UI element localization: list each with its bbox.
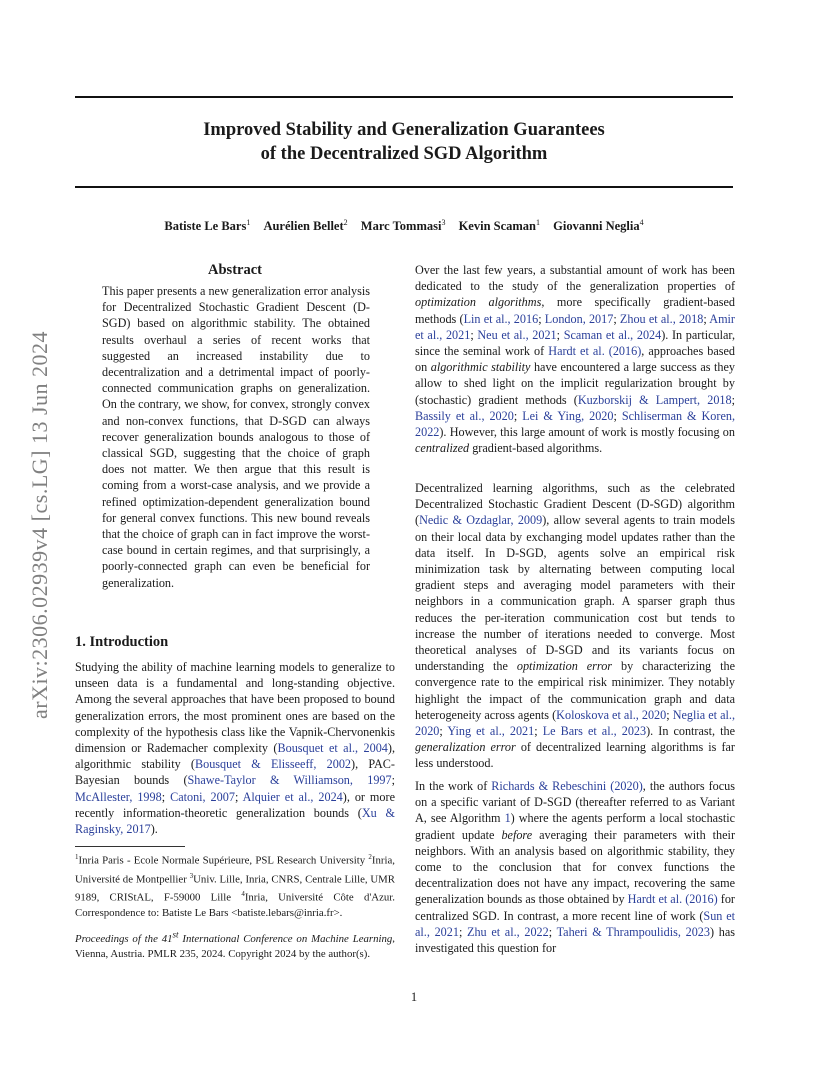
paragraph-text: gradient-based algorithms. <box>469 441 603 456</box>
paragraph-text: ; <box>666 707 673 722</box>
paragraph-text: ), allow several agents to train models on their local data by exchanging model updates rather than the data itself. In D-SGD, agents solve an empirical risk minimization task by alternating between computing local gradient steps and averaging model parameters with their neighbors in a communication graph. A sparser graph thus reduces the per-iteration communication cost but tends to increase the number of iterations needed to converge. Most theoretical analyses of D-SGD and its variants focus on understanding the <box>415 513 735 674</box>
citation-link[interactable]: Hardt et al. (2016) <box>548 344 642 359</box>
citation-link[interactable]: London, 2017 <box>544 311 614 326</box>
citation-link[interactable]: Xu & Raginsky, 2017 <box>75 805 396 837</box>
paragraph-text: ; <box>470 327 478 342</box>
paragraph-text: , more specifically gradient-based methods ( <box>415 295 736 326</box>
emphasis-text: generalization error <box>415 740 516 755</box>
paragraph-text: ; <box>234 789 243 804</box>
citation-link[interactable]: Koloskova et al., 2020 <box>556 707 667 722</box>
citation-link[interactable]: McAllester, 1998 <box>75 789 162 804</box>
footnote-rule <box>75 846 185 847</box>
citation-link[interactable]: Amir et al., 2021 <box>415 311 735 342</box>
citation-link[interactable]: Lei & Ying, 2020 <box>522 408 614 423</box>
citation-link[interactable]: Ying et al., 2021 <box>447 724 535 739</box>
emphasis-text: optimization error <box>516 659 613 674</box>
paragraph-text: Decentralized learning algorithms, such as the celebrated Decentralized Stochastic Gradient Descent (D-SGD) algorithm ( <box>415 481 735 528</box>
arxiv-identifier-stamp: arXiv:2306.02939v4 [cs.LG] 13 Jun 2024 <box>27 330 53 720</box>
paragraph-text: ; <box>534 724 543 739</box>
author: Giovanni Neglia$^4$ <box>553 218 644 234</box>
paragraph-text: ; <box>613 311 620 326</box>
author: Aurélien Bellet$^2$ <box>263 218 348 234</box>
proceedings-note: Proceedings of the 41st International Conference on Machine Learning, Vienna, Austria. PMLR 235, 2024. Copyright 2024 by the author(s). <box>75 929 395 960</box>
paragraph-text: ), PAC-Bayesian bounds ( <box>75 757 395 788</box>
paragraph-text: ; <box>439 724 448 739</box>
paragraph-text: ; <box>161 789 171 804</box>
paragraph-text: for centralized SGD. In contrast, a more recent line of work ( <box>415 892 735 923</box>
paragraph-text: by characterizing the convergence rate to the empirical risk minimizer. They notably highlight the impact of the communication graph and data heterogeneity across agents ( <box>415 659 735 722</box>
citation-link[interactable]: Richards & Rebeschini (2020) <box>491 779 643 793</box>
citation-link[interactable]: Schliserman & Koren, 2022 <box>415 408 735 440</box>
paragraph-text: Over the last few years, a substantial amount of work has been dedicated to the study of the generalization properties of <box>415 263 735 294</box>
citation-link[interactable]: Neu et al., 2021 <box>477 327 557 342</box>
page-number: 1 <box>410 990 418 1004</box>
paragraph-text: ; <box>548 924 557 939</box>
body-paragraph <box>415 778 735 956</box>
citation-link[interactable]: Catoni, 2007 <box>170 789 235 804</box>
title-line-2: of the Decentralized SGD Algorithm <box>260 144 548 164</box>
paragraph-text: averaging their parameters with their neighbors. With an analysis based on algorithmic stability, they come to the conclusion that for convex functions the decentralization does not have any impact, recovering the same generalization bounds as those obtained by <box>415 827 735 907</box>
citation-link[interactable]: Bassily et al., 2020 <box>415 408 514 423</box>
paragraph-text: ), or more recently information-theoretic generalization bounds ( <box>75 789 395 820</box>
abstract-text: This paper presents a new generalization error analysis for Decentralized Stochastic Gradient Descent (D-SGD) based on algorithmic stability. The obtained results overhaul a series of recent works that suggested an increased instability due to decentralization and a detrimental impact of poorly-connected communication graphs on generalization. On the contrary, we show, for convex, strongly convex and non-convex functions, that D-SGD can always recover generalization bounds analogous to those of classical SGD, suggesting that the choice of graph does not matter. We then argue that this result is coming from a worst-case analysis, and we provide a refined optimization-dependent generalization bound for general convex functions. This new bound reveals that the choice of graph can in fact improve the worst-case bound in certain regimes, and that surprisingly, a poorly-connected graph can even be beneficial for generalization. <box>102 284 370 590</box>
author-list <box>75 214 733 235</box>
paragraph-text: ; <box>538 311 545 326</box>
citation-link[interactable]: Lin et al., 2016 <box>463 311 539 326</box>
citation-link[interactable]: Alquier et al., 2024 <box>242 789 343 804</box>
abstract-heading: Abstract <box>208 262 262 278</box>
citation-link[interactable]: Shawe-Taylor & Williamson, 1997 <box>187 773 392 788</box>
emphasis-text: centralized <box>415 441 470 456</box>
citation-link[interactable]: 1 <box>504 811 511 826</box>
paragraph-text: ; <box>613 408 622 423</box>
paragraph-text: ) where the agents perform a local stochastic gradient update <box>415 811 735 842</box>
body-paragraph <box>415 262 735 456</box>
intro-paragraph <box>75 659 395 837</box>
emphasis-text: optimization algorithms <box>415 295 542 310</box>
citation-link[interactable]: Sun et al., 2021 <box>415 908 735 939</box>
paragraph-text: Studying the ability of machine learning models to generalize to unseen data is a fundamental and long-standing objective. Among the several approaches that have been proposed to bound generalization errors, the most prominent ones are based on the complexity of the hypothesis class like the Vapnik-Chervonenkis dimension or Rademacher complexity ( <box>75 660 395 756</box>
author: Kevin Scaman$^1$ <box>458 218 541 234</box>
paragraph-text: ; <box>513 408 523 423</box>
paper-title <box>75 118 733 166</box>
citation-link[interactable]: Taheri & Thrampoulidis, 2023 <box>556 924 710 939</box>
paragraph-text: ). <box>150 822 158 837</box>
paragraph-text: ; <box>391 773 395 788</box>
citation-link[interactable]: Scaman et al., 2024 <box>563 327 662 342</box>
citation-link[interactable]: Kuzborskij & Lampert, 2018 <box>577 392 732 407</box>
title-rule-bottom <box>75 186 733 188</box>
emphasis-text: algorithmic stability <box>430 360 531 375</box>
paragraph-text: of decentralized learning algorithms is far less understood. <box>415 740 735 771</box>
citation-link[interactable]: Zhou et al., 2018 <box>619 311 704 326</box>
paragraph-text: ). In particular, since the seminal work of <box>415 327 736 359</box>
paragraph-text: , the authors focus on a specific variant of D-SGD (thereafter referred to as Variant A, see Algorithm <box>415 779 736 826</box>
paragraph-text: ), algorithmic stability ( <box>75 741 395 772</box>
affiliations-footnote: $^1$Inria Paris - Ecole Normale Supérieure, PSL Research University $^2$Inria, Université de Montpellier $^3$Univ. Lille, Inria, CNRS, Centrale Lille, UMR 9189, CRIStAL, F-59000 Lille $^4$Inria, Université Côte d'Azur. Correspondence to: Batiste Le Bars <batiste.lebars@inria.fr>. <box>75 853 395 919</box>
section-heading-introduction: 1. Introduction <box>75 634 169 650</box>
author: Marc Tommasi$^3$ <box>360 218 446 234</box>
emphasis-text: before <box>501 827 533 842</box>
paragraph-text: ; <box>703 311 710 326</box>
citation-link[interactable]: Nedic & Ozdaglar, 2009 <box>419 513 543 528</box>
citation-link[interactable]: Neglia et al., 2020 <box>415 707 735 739</box>
citation-link[interactable]: Bousquet et al., 2004 <box>277 741 388 756</box>
paragraph-text: , approaches based on <box>415 344 735 375</box>
title-rule-top <box>75 96 733 98</box>
author: Batiste Le Bars$^1$ <box>164 218 251 234</box>
citation-link[interactable]: Le Bars et al., 2023 <box>542 724 647 739</box>
paragraph-text: have encountered a large success as they allow to shed light on the implicit regularization brought by (stochastic) gradient methods ( <box>415 360 735 407</box>
paragraph-text: ; <box>731 392 736 407</box>
body-paragraph <box>415 480 735 772</box>
paragraph-text: ). In contrast, the <box>646 724 736 739</box>
paragraph-text: ; <box>458 924 468 939</box>
paragraph-text: ) has investigated this question for <box>415 924 735 956</box>
paragraph-text: In the work of <box>415 779 492 793</box>
title-line-1: Improved Stability and Generalization Guarantees <box>203 120 605 140</box>
paragraph-text: ). However, this large amount of work is mostly focusing on <box>439 425 735 440</box>
paragraph-text: ; <box>556 327 564 342</box>
citation-link[interactable]: Zhu et al., 2022 <box>467 924 549 939</box>
citation-link[interactable]: Hardt et al. (2016) <box>627 892 718 907</box>
citation-link[interactable]: Bousquet & Elisseeff, 2002 <box>194 757 352 772</box>
